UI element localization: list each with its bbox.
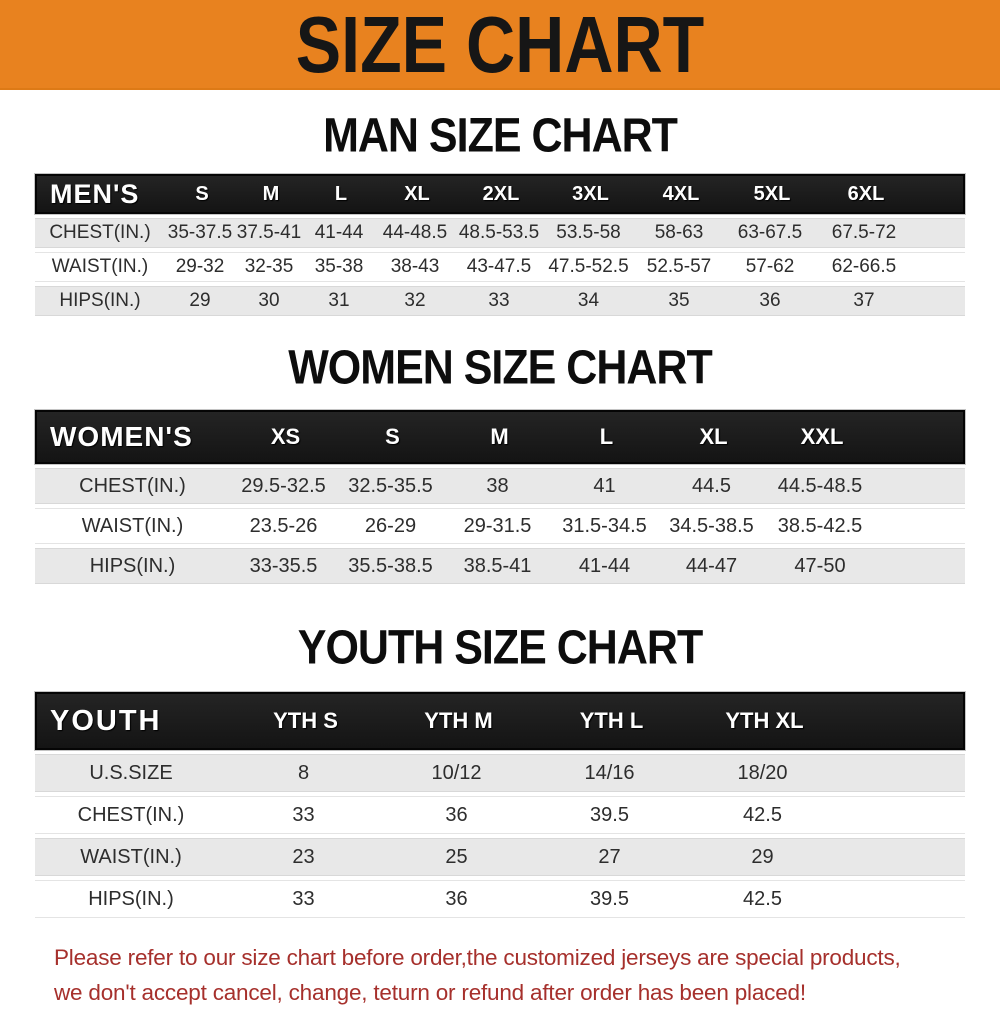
size-value: 33 (292, 887, 315, 910)
size-value: 29 (751, 845, 774, 868)
size-value: 34 (577, 290, 600, 311)
size-value: 44-48.5 (382, 222, 448, 243)
measurement-label: WAIST(IN.) (51, 256, 149, 277)
size-value: 37 (853, 290, 875, 311)
measurement-label: HIPS(IN.) (59, 290, 141, 311)
size-value: 25 (445, 845, 468, 868)
size-value: 43-47.5 (466, 256, 532, 277)
women-waist-row (35, 508, 965, 544)
size-value: 23.5-26 (249, 514, 318, 537)
size-value: 47.5-52.5 (548, 256, 629, 277)
size-col-header: XS (270, 424, 301, 449)
women-size-table (35, 410, 965, 584)
measurement-label: HIPS(IN.) (88, 887, 174, 910)
youth-section-title (0, 621, 1000, 675)
youth-table-header-row (35, 692, 965, 750)
men-chest-row (35, 218, 965, 248)
measurement-label: WAIST(IN.) (81, 514, 184, 537)
size-value: 53.5-58 (556, 222, 621, 243)
size-value: 23 (292, 845, 315, 868)
size-value: 33 (488, 290, 510, 311)
size-value: 33 (292, 803, 315, 826)
youth-waist-row (35, 838, 965, 876)
size-col-header: 6XL (847, 182, 885, 205)
size-value: 14/16 (584, 761, 635, 784)
women-header-label: WOMEN'S (50, 421, 193, 452)
size-value: 35.5-38.5 (348, 554, 433, 577)
size-value: 32-35 (244, 256, 294, 277)
size-value: 38 (486, 474, 509, 497)
size-value: 42.5 (743, 803, 782, 826)
women-hips-row (35, 548, 965, 584)
size-value: 39.5 (590, 887, 629, 910)
size-col-header: S (385, 424, 400, 449)
size-value: 52.5-57 (646, 256, 712, 277)
size-col-header: YTH L (579, 708, 644, 733)
size-col-header: XL (699, 424, 728, 449)
youth-header-label: YOUTH (50, 704, 162, 737)
youth-chest-row (35, 796, 965, 834)
size-col-header: YTH M (424, 708, 493, 733)
size-value: 29-31.5 (463, 514, 532, 537)
size-value: 32 (404, 290, 426, 311)
size-col-header: 3XL (572, 182, 609, 205)
size-value: 38.5-41 (463, 554, 532, 577)
size-col-header: YTH XL (725, 708, 804, 733)
size-col-header: M (262, 182, 280, 205)
size-value: 39.5 (590, 803, 629, 826)
size-value: 35-38 (314, 256, 364, 277)
size-col-header: 2XL (482, 182, 520, 205)
size-col-header: L (599, 424, 614, 449)
measurement-label: CHEST(IN.) (77, 803, 185, 826)
size-value: 38.5-42.5 (777, 514, 863, 537)
size-value: 47-50 (794, 554, 846, 577)
size-col-header: L (334, 182, 348, 205)
size-value: 35-37.5 (167, 222, 233, 243)
size-col-header: 5XL (753, 182, 791, 205)
women-section-title-text: WOMEN SIZE CHART (288, 341, 712, 395)
size-col-header: XXL (800, 424, 844, 449)
women-table-header-row (35, 410, 965, 464)
size-value: 41-44 (314, 222, 364, 243)
size-chart-banner (0, 0, 1000, 90)
size-value: 44.5 (692, 474, 731, 497)
youth-size-table (35, 692, 965, 918)
size-value: 31 (328, 290, 350, 311)
youth-hips-row (35, 880, 965, 918)
size-value: 42.5 (743, 887, 782, 910)
men-size-table (35, 174, 965, 316)
men-hips-row (35, 286, 965, 316)
size-value: 29.5-32.5 (241, 474, 326, 497)
size-value: 10/12 (431, 761, 482, 784)
size-value: 30 (258, 290, 280, 311)
women-chest-row (35, 468, 965, 504)
size-value: 37.5-41 (236, 222, 302, 243)
size-value: 63-67.5 (737, 222, 803, 243)
size-value: 57-62 (745, 256, 795, 277)
size-value: 62-66.5 (831, 256, 897, 277)
size-value: 67.5-72 (831, 222, 897, 243)
men-section-title-text: MAN SIZE CHART (323, 109, 677, 163)
size-col-header: S (195, 182, 209, 205)
size-value: 36 (445, 887, 468, 910)
page-title: SIZE CHART (295, 0, 705, 89)
size-value: 41-44 (578, 554, 631, 577)
size-col-header: M (490, 424, 509, 449)
order-policy-line2: we don't accept cancel, change, teturn or refund after order has been placed! (54, 980, 806, 1005)
size-col-header: XL (404, 182, 430, 205)
size-col-header: 4XL (662, 182, 700, 205)
size-value: 29 (189, 290, 211, 311)
order-policy-line1: Please refer to our size chart before order,the customized jerseys are special products, (54, 945, 901, 970)
youth-section-title-text: YOUTH SIZE CHART (297, 621, 703, 675)
size-value: 36 (445, 803, 468, 826)
size-value: 31.5-34.5 (562, 514, 647, 537)
size-value: 32.5-35.5 (348, 474, 433, 497)
size-value: 34.5-38.5 (669, 514, 754, 537)
youth-ussize-row (35, 754, 965, 792)
measurement-label: CHEST(IN.) (79, 474, 186, 497)
measurement-label: CHEST(IN.) (49, 222, 151, 243)
size-value: 18/20 (737, 761, 788, 784)
measurement-label: WAIST(IN.) (80, 845, 182, 868)
size-value: 26-29 (364, 514, 417, 537)
size-value: 36 (759, 290, 781, 311)
size-value: 29-32 (175, 256, 225, 277)
size-value: 33-35.5 (249, 554, 318, 577)
size-value: 27 (598, 845, 621, 868)
size-value: 48.5-53.5 (458, 222, 540, 243)
size-value: 44-47 (685, 554, 738, 577)
measurement-label: U.S.SIZE (89, 761, 173, 784)
measurement-label: HIPS(IN.) (89, 554, 176, 577)
men-table-header-row (35, 174, 965, 214)
women-section-title (0, 341, 1000, 395)
size-value: 35 (668, 290, 690, 311)
size-value: 44.5-48.5 (777, 474, 863, 497)
size-value: 38-43 (390, 256, 440, 277)
size-value: 41 (593, 474, 616, 497)
men-waist-row (35, 252, 965, 282)
men-section-title (0, 109, 1000, 163)
men-header-label: MEN'S (50, 178, 140, 209)
size-value: 58-63 (654, 222, 704, 243)
size-col-header: YTH S (273, 708, 338, 733)
size-value: 8 (297, 761, 310, 784)
